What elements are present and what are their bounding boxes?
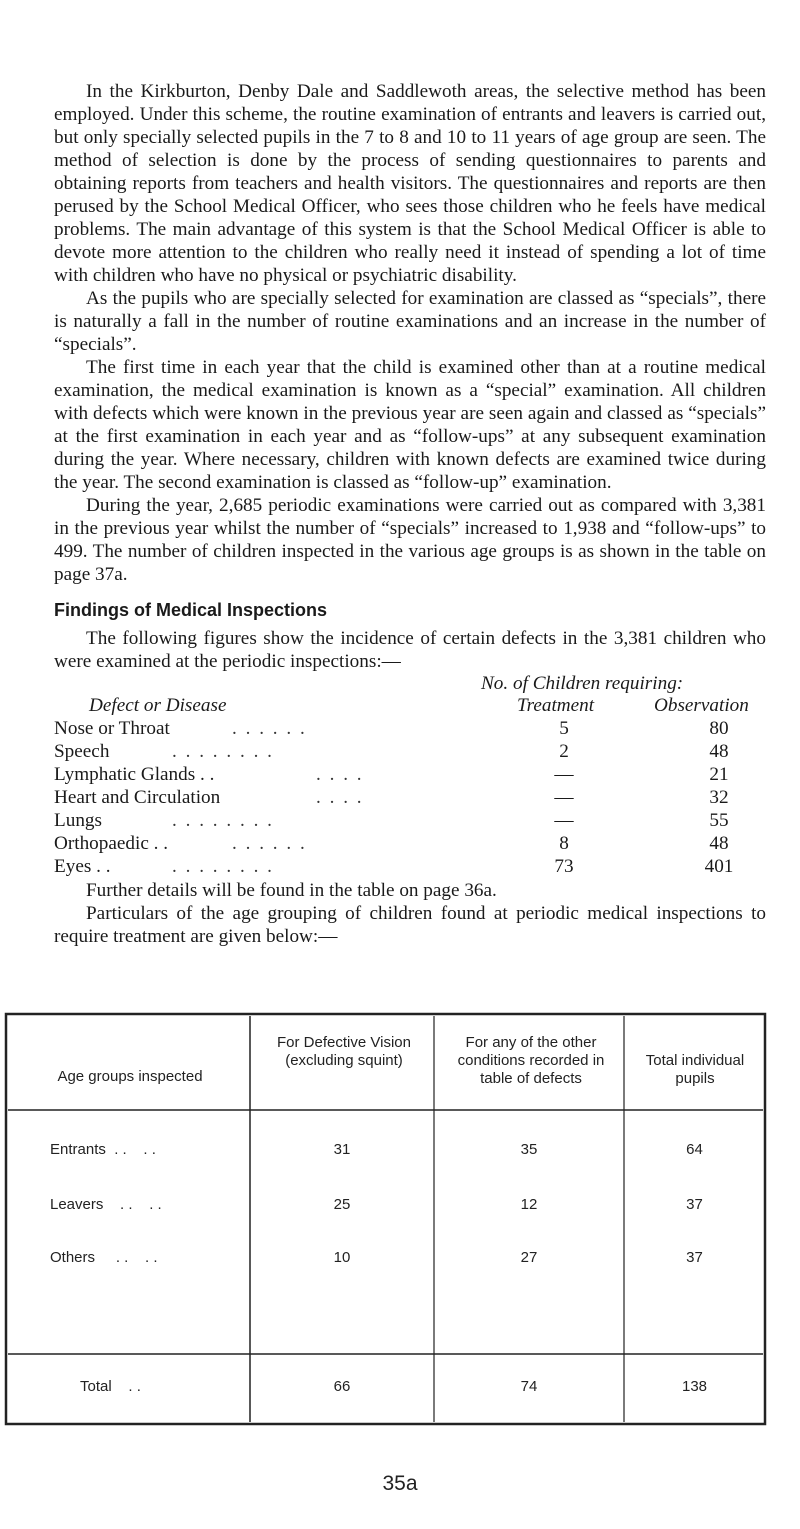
age-total-total: 138 (681, 1378, 708, 1395)
defect-observation: 48 (709, 833, 729, 854)
defect-name: Eyes . . (54, 856, 111, 877)
age-col-header: Total individual pupils (645, 1052, 745, 1087)
defect-observation: 48 (709, 741, 729, 762)
findings-intro: The following figures show the incidence of certain defects in the 3,381 children who were examined at the periodic inspections:— (54, 628, 766, 672)
age-total-label: Total . . (80, 1378, 141, 1395)
defect-treatment: 5 (559, 718, 569, 739)
age-col-header: Age groups inspected (57, 1068, 203, 1085)
defect-treatment: 8 (559, 833, 569, 854)
defect-treatment: 2 (559, 741, 569, 762)
defects-col-observation: Observation (654, 695, 749, 716)
defect-treatment: 73 (554, 856, 574, 877)
age-row-vision: 31 (333, 1141, 351, 1158)
defects-col-treatment: Treatment (517, 695, 595, 716)
leader-dots: . . . . . . . . (172, 810, 274, 831)
age-col-header: For any of the other conditions recorded in table of defects (457, 1034, 605, 1087)
age-col-header: For Defective Vision (excluding squint) (277, 1034, 411, 1069)
paragraph-special-examination: The first time in each year that the child is examined other than at a routine medical examination, the medical examination is known as a “special” examination. All children with defects which were known in the previous year are seen again and classed as “specials” at the first examination in each year and as “follow-ups” at any subsequent examination during the year. Where necessary, children with known defects are examined twice during the year. The second examination is classed as “follow-up” examination. (54, 357, 766, 493)
leader-dots: . . . . . . . . (172, 741, 274, 762)
leader-dots: . . . . (316, 764, 364, 785)
defect-observation: 21 (709, 764, 729, 785)
age-row-other: 12 (520, 1196, 538, 1213)
defect-treatment: — (554, 764, 574, 785)
defect-observation: 55 (709, 810, 729, 831)
defect-observation: 80 (709, 718, 729, 739)
defect-treatment: — (554, 787, 574, 808)
age-row-label: Leavers . . . . (50, 1196, 162, 1213)
age-total-other: 74 (520, 1378, 538, 1395)
defect-name: Lungs (54, 810, 102, 831)
age-row-vision: 10 (333, 1249, 351, 1266)
defect-name: Nose or Throat (54, 718, 170, 739)
paragraph-selective-method: In the Kirkburton, Denby Dale and Saddlewoth areas, the selective method has been employed. Under this scheme, the routine examination of entrants and leavers is carried out, but only specially selected pupils in the 7 to 8 and 10 to 11 years of age group are seen. The method of selection is done by the process of sending questionnaires to parents and obtaining reports from teachers and health visitors. The questionnaires and reports are then perused by the School Medical Officer, who sees those children who he feels have medical problems. The main advantage of this system is that the School Medical Officer is able to devote more attention to the children who really need it instead of spending a lot of time with children who have no physical or psychiatric disability. (54, 81, 766, 286)
leader-dots: . . . . . . . . (172, 856, 274, 877)
defect-name: Heart and Circulation (54, 787, 221, 808)
age-row-total: 64 (686, 1141, 703, 1158)
defects-col-defect: Defect or Disease (89, 695, 227, 716)
defect-name: Speech (54, 741, 110, 762)
paragraph-periodic-examinations: During the year, 2,685 periodic examinations were carried out as compared with 3,381 in the previous year whilst the number of “specials” increased to 1,938 and “follow-ups” to 499. The number of children inspected in the various age groups is as shown in the table on page 37a. (54, 495, 766, 585)
leader-dots: . . . . . . (232, 833, 307, 854)
age-row-label: Entrants . . . . (50, 1141, 156, 1158)
defect-name: Orthopaedic . . (54, 833, 169, 854)
age-row-vision: 25 (333, 1196, 351, 1213)
defect-observation: 32 (709, 787, 729, 808)
age-row-total: 37 (686, 1196, 703, 1213)
defect-treatment: — (554, 810, 574, 831)
page-number: 35a (382, 1472, 418, 1495)
defect-name: Lymphatic Glands . . (54, 764, 215, 785)
age-row-total: 37 (686, 1249, 703, 1266)
leader-dots: . . . . (316, 787, 364, 808)
particulars-intro: Particulars of the age grouping of children found at periodic medical inspections to require treatment are given below:— (54, 903, 766, 947)
defect-observation: 401 (704, 856, 734, 877)
age-row-other: 35 (520, 1141, 538, 1158)
age-row-label: Others . . . . (50, 1249, 158, 1266)
paragraph-specials: As the pupils who are specially selected for examination are classed as “specials”, there is naturally a fall in the number of routine examinations and an increase in the number of “specials”. (54, 288, 766, 355)
leader-dots: . . . . . . (232, 718, 307, 739)
age-row-other: 27 (520, 1249, 538, 1266)
findings-heading: Findings of Medical Inspections (54, 600, 328, 620)
defects-group-header: No. of Children requiring: (481, 673, 684, 694)
further-details: Further details will be found in the table on page 36a. (86, 880, 497, 901)
age-total-vision: 66 (333, 1378, 351, 1395)
